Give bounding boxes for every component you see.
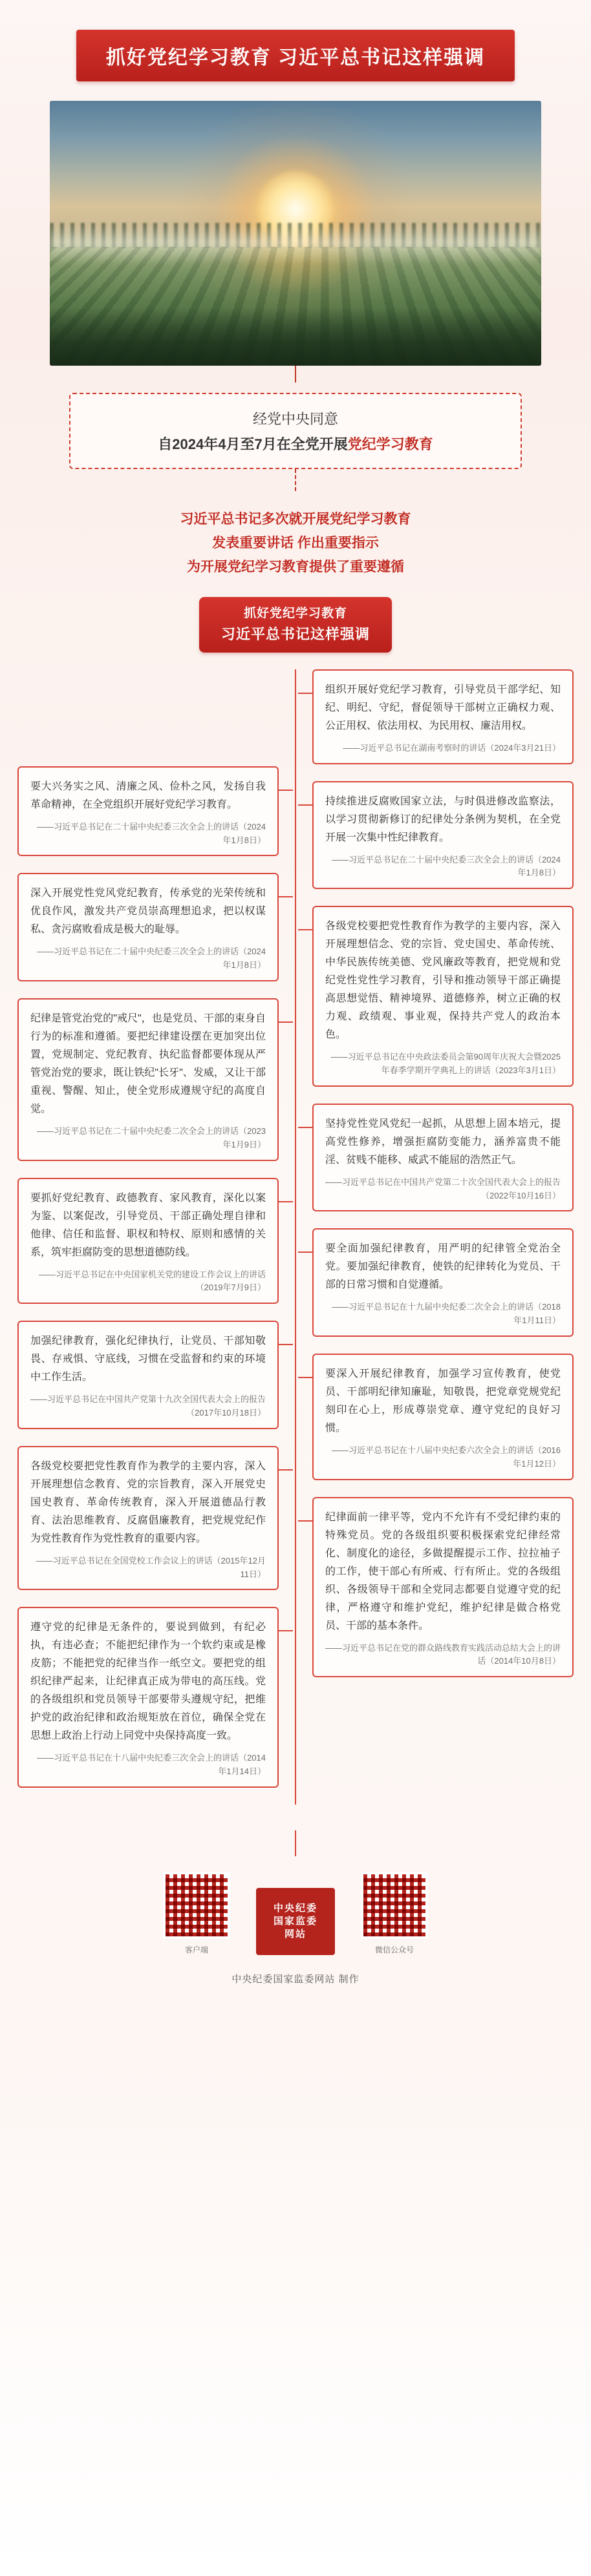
quote-source: ——习近平总书记在十九届中央纪委二次全会上的讲话（2018年1月11日） bbox=[332, 1302, 561, 1326]
section-title bbox=[199, 597, 392, 653]
sunrise-field-photo bbox=[50, 101, 541, 366]
quote-source: ——习近平总书记在中央政法委员会第90周年庆祝大会暨2025年春季学期开学典礼上的讲话（2023年3月1日） bbox=[330, 1052, 561, 1075]
qr-code-app[interactable] bbox=[163, 1872, 230, 1955]
quote-body: 持续推进反腐败国家立法，与时俱进修改监察法，以学习贯彻新修订的纪律处分条例为契机，在全党开展一次集中性纪律教育。 bbox=[325, 795, 561, 843]
quote-card bbox=[312, 1497, 574, 1678]
quote-card bbox=[17, 1321, 279, 1429]
quote-card bbox=[312, 781, 574, 890]
connector-line bbox=[295, 366, 296, 382]
emblem-line-1: 中央纪委 bbox=[273, 1902, 317, 1914]
emblem-line-2: 国家监委 bbox=[273, 1915, 317, 1927]
intro-note-line-1: 习近平总书记多次就开展党纪学习教育 bbox=[180, 512, 411, 527]
qr-code-icon[interactable] bbox=[361, 1872, 428, 1939]
footer-connector bbox=[295, 1830, 296, 1856]
header bbox=[0, 0, 591, 101]
quote-source: ——习近平总书记在中央国家机关党的建设工作会议上的讲话（2019年7月9日） bbox=[38, 1269, 266, 1293]
quote-card bbox=[312, 906, 574, 1087]
foreground-shadow bbox=[50, 308, 541, 366]
emblem-line-3: 网站 bbox=[284, 1929, 306, 1940]
credit-line: 中央纪委国家监委网站 制作 bbox=[231, 1973, 360, 1985]
quote-source: ——习近平总书记在二十届中央纪委二次全会上的讲话（2023年1月9日） bbox=[37, 1126, 266, 1149]
quote-card bbox=[17, 998, 279, 1161]
quote-card bbox=[312, 1354, 574, 1480]
section-title-line-2: 习近平总书记这样强调 bbox=[220, 625, 370, 642]
quote-card bbox=[312, 669, 574, 764]
quote-card bbox=[17, 1607, 279, 1788]
quotes-column-left bbox=[17, 669, 279, 1805]
intro-note bbox=[69, 508, 522, 579]
quote-body: 要大兴务实之风、清廉之风、俭朴之风，发扬自我革命精神，在全党组织开展好党纪学习教育。 bbox=[30, 780, 266, 810]
intro-line-1: 经党中央同意 bbox=[252, 411, 338, 427]
page-title: 抓好党纪学习教育 习近平总书记这样强调 bbox=[76, 30, 515, 81]
quote-body: 各级党校要把党性教育作为教学的主要内容，深入开展理想信念教育、党的宗旨教育，深入开展党史国史教育、革命传统教育，深入开展道德品行教育、法治思维教育、反腐倡廉教育，把党规党纪作为党性教育作为党性教育的重要内容。 bbox=[30, 1460, 266, 1544]
quote-body: 纪律面前一律平等，党内不允许有不受纪律约束的特殊党员。党的各级组织要积极探索党纪律经常化、制度化的途径，多做提醒提示工作、拉拉袖子的工作，使干部心有所戒、行有所止。党的各级组织、各级领导干部和全党同志都要自觉遵守党的纪律，严格遵守和维护党纪，维护纪律是做合格党员、干部的基本条件。 bbox=[325, 1511, 561, 1631]
quote-source: ——习近平总书记在二十届中央纪委三次全会上的讲话（2024年1月8日） bbox=[37, 947, 266, 970]
hero-image-wrap bbox=[0, 101, 591, 366]
quote-card bbox=[312, 1104, 574, 1212]
quote-source: ——习近平总书记在中国共产党第二十次全国代表大会上的报告（2022年10月16日） bbox=[325, 1177, 561, 1200]
quote-source: ——习近平总书记在湖南考察时的讲话（2024年3月21日） bbox=[343, 742, 561, 753]
intro-line-2 bbox=[83, 434, 508, 454]
quote-body: 要全面加强纪律教育，用严明的纪律管全党治全党。要加强纪律教育，使铁的纪律转化为党员、干部的日常习惯和自觉遵循。 bbox=[325, 1243, 561, 1291]
timeline-spine bbox=[295, 669, 296, 1805]
intro-box bbox=[69, 393, 522, 469]
quote-card bbox=[17, 1178, 279, 1304]
intro-line-2-highlight: 党纪学习教育 bbox=[347, 436, 433, 452]
quote-card bbox=[312, 1228, 574, 1337]
quote-card bbox=[17, 1446, 279, 1591]
quote-card bbox=[17, 766, 279, 857]
emblem-plate bbox=[256, 1888, 335, 1955]
quote-source: ——习近平总书记在党的群众路线教育实践活动总结大会上的讲话（2014年10月8日） bbox=[325, 1642, 561, 1666]
quote-body: 加强纪律教育，强化纪律执行，让党员、干部知敬畏、存戒惧、守底线，习惯在受监督和约束的环境中工作生活。 bbox=[30, 1335, 266, 1383]
intro-note-line-3: 为开展党纪学习教育提供了重要遵循 bbox=[187, 559, 404, 574]
qr-code-icon[interactable] bbox=[163, 1872, 230, 1939]
quote-source: ——习近平总书记在二十届中央纪委三次全会上的讲话（2024年1月8日） bbox=[37, 821, 266, 845]
quote-body: 要抓好党纪教育、政德教育、家风教育，深化以案为鉴、以案促改，引导党员、干部正确处理自律和他律、信任和监督、职权和特权、原则和感情的关系，筑牢拒腐防变的思想道德防线。 bbox=[30, 1192, 266, 1258]
quote-card bbox=[17, 873, 279, 981]
intro-note-line-2: 发表重要讲话 作出重要指示 bbox=[212, 535, 379, 550]
quotes-columns bbox=[17, 669, 574, 1805]
qr-code-wechat[interactable] bbox=[361, 1872, 428, 1955]
quote-source: ——习近平总书记在十八届中央纪委六次全会上的讲话（2016年1月12日） bbox=[332, 1445, 561, 1469]
quote-source: ——习近平总书记在二十届中央纪委三次全会上的讲话（2024年1月8日） bbox=[332, 854, 561, 878]
site-emblem bbox=[256, 1888, 335, 1955]
quote-body: 纪律是管党治党的"戒尺"，也是党员、干部的束身自行为的标准和遵循。要把纪律建设摆在更加突出位置，党规制定、党纪教育、执纪监督都要体现从严管党治党的要求，既让铁纪"长牙"、发威，又让干部重视、警醒、知止，使全党形成遵规守纪的高度自觉。 bbox=[30, 1012, 266, 1115]
quote-body: 遵守党的纪律是无条件的，要说到做到，有纪必执，有违必查；不能把纪律作为一个软约束或是橡皮筋；不能把党的纪律当作一纸空文。要把党的组织纪律严起来，让纪律真正成为带电的高压线。党的各级组织和党员领导干部要带头遵规守纪，把维护党的政治纪律和政治规矩放在首位，确保全党在思想上政治上行动上同党中央保持高度一致。 bbox=[30, 1622, 266, 1742]
section-title-line-1: 抓好党纪学习教育 bbox=[243, 607, 347, 621]
footer bbox=[0, 1830, 591, 1985]
qr-code-wechat-caption: 微信公众号 bbox=[374, 1945, 414, 1954]
quote-body: 各级党校要把党性教育作为教学的主要内容，深入开展理想信念、党的宗旨、党史国史、革命传统、中华民族传统美德、党风廉政等教育，把党规和党纪党性党性学习教育，引导和推动领导干部正确提高思想觉悟、精神境界、道德修养，树立正确的权力观、政绩观、事业观，保持共产党人的政治本色。 bbox=[325, 921, 561, 1041]
quote-source: ——习近平总书记在中国共产党第十九次全国代表大会上的报告（2017年10月18日） bbox=[30, 1394, 266, 1418]
quote-source: ——习近平总书记在全国党校工作会议上的讲话（2015年12月11日） bbox=[36, 1555, 266, 1579]
footer-badges bbox=[0, 1872, 591, 1955]
quote-body: 组织开展好党纪学习教育，引导党员干部学纪、知纪、明纪、守纪，督促领导干部树立正确权力观、公正用权、依法用权、为民用权、廉洁用权。 bbox=[325, 684, 561, 731]
qr-code-app-caption: 客户端 bbox=[184, 1945, 208, 1954]
quotes-column-right bbox=[312, 669, 574, 1694]
quote-body: 坚持党性党风党纪一起抓，从思想上固本培元，提高党性修养，增强拒腐防变能力，涵养富贵不能淫、贫贱不能移、威武不能屈的浩然正气。 bbox=[325, 1118, 561, 1166]
section-title-wrap bbox=[0, 597, 591, 653]
quote-body: 深入开展党性党风党纪教育，传承党的光荣传统和优良作风，激发共产党员崇高理想追求，把以权谋私、贪污腐败看成是极大的耻辱。 bbox=[30, 888, 266, 936]
quote-body: 要深入开展纪律教育，加强学习宣传教育，使党员、干部明纪律知廉耻，知敬畏，把党章党规党纪刻印在心上，形成尊崇党章、遵守党纪的良好习惯。 bbox=[325, 1368, 561, 1434]
connector-dashed bbox=[295, 469, 296, 491]
quote-source: ——习近平总书记在十八届中央纪委三次全会上的讲话（2014年1月14日） bbox=[37, 1753, 266, 1777]
intro-line-2-prefix: 自2024年4月至7月在全党开展 bbox=[158, 436, 348, 452]
